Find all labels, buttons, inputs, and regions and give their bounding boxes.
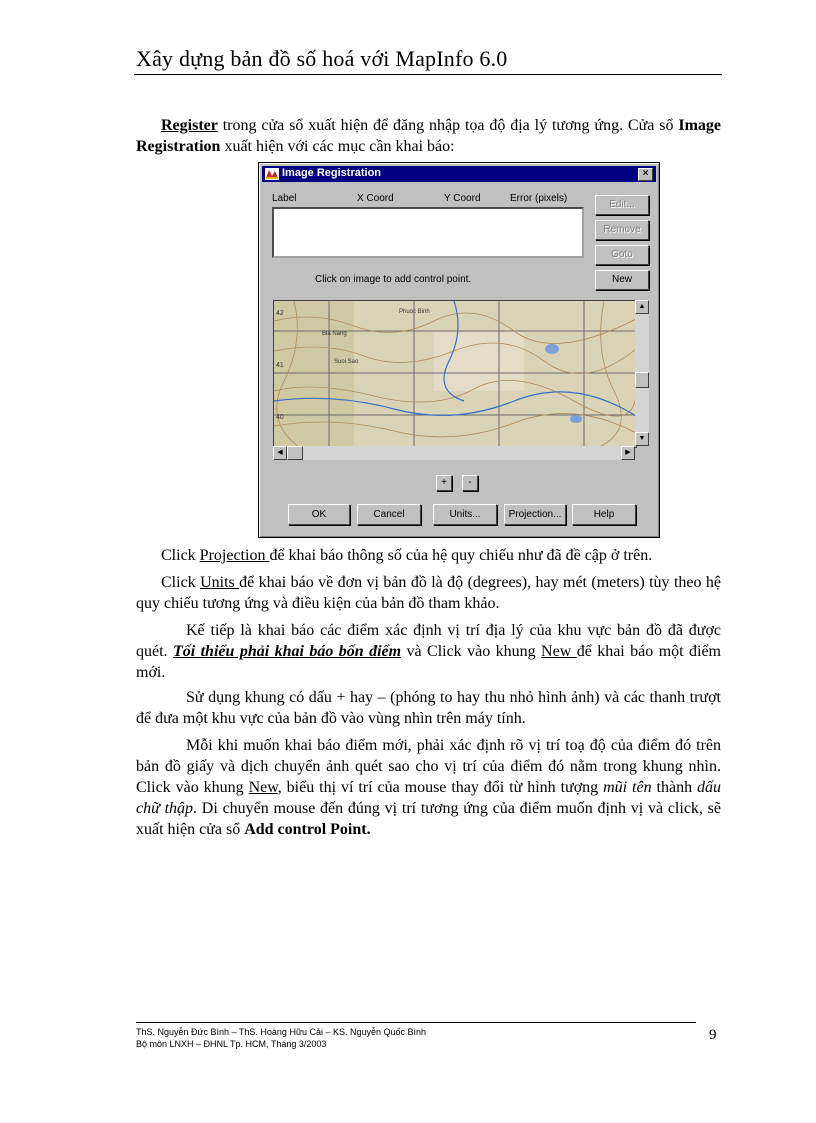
zoom-paragraph (136, 687, 721, 729)
footer-authors: ThS. Nguyễn Đức Bình – ThS. Hoàng Hữu Cải – KS. Nguyễn Quốc Bình (136, 1027, 427, 1037)
cancel-button[interactable]: Cancel (357, 504, 421, 525)
p3-text-b: và Click vào khung (401, 643, 542, 660)
p1-text-b: để khai báo thông số của hệ quy chiếu như đã đề cập ở trên. (269, 547, 653, 564)
p3-text-c: để khai báo một điểm mới. (136, 643, 721, 681)
map-grid-label-40: 40 (276, 414, 284, 421)
column-header-label: Label (272, 193, 297, 204)
edit-button[interactable]: Edit... (595, 195, 649, 215)
help-button[interactable]: Help (572, 504, 636, 525)
p2-text-b: để khai báo về đơn vị bản đồ là độ (degrees), hay mét (meters) tùy theo hệ quy chiếu tương ứng và điều kiện của bản đồ tham khảo. (136, 574, 722, 612)
control-points-list[interactable] (272, 207, 584, 258)
image-registration-dialog (258, 162, 660, 538)
p3-text-a: Kế tiếp là khai báo các điểm xác định vị trí địa lý của khu vực bản đồ đã được quét. (136, 622, 721, 660)
control-points-paragraph (136, 620, 721, 683)
arrow-term: mũi tên (603, 779, 652, 796)
intro-paragraph (136, 115, 721, 157)
header-rule (134, 74, 722, 75)
goto-button[interactable]: Goto (595, 245, 649, 265)
map-grid-label-41: 41 (276, 362, 284, 369)
footer-department: Bộ môn LNXH – ĐHNL Tp. HCM, Tháng 3/2003 (136, 1039, 327, 1049)
close-icon[interactable]: × (638, 168, 653, 181)
p4-text: Sử dụng khung có dấu + hay – (phóng to hay thu nhỏ hình ảnh) và các thanh trượt để đưa một khu vực của bản đồ vào vùng nhìn trên máy tính. (136, 689, 721, 727)
new-link-2: New (248, 779, 278, 796)
new-link: New (541, 643, 577, 660)
projection-link: Projection (199, 547, 270, 564)
horizontal-scrollbar[interactable] (273, 446, 635, 460)
map-place-label-2: Phuoc Binh (399, 309, 430, 315)
image-registration-term: Image Registration (136, 117, 721, 155)
scroll-left-icon[interactable]: ◀ (273, 446, 287, 460)
add-control-point-term: Add control Point. (244, 821, 371, 838)
ok-button[interactable]: OK (288, 504, 350, 525)
new-button[interactable]: New (595, 270, 649, 290)
crosshair-term: dấu chữ thập (136, 779, 722, 817)
column-header-x-coord: X Coord (357, 193, 394, 204)
p5-text-c: thành (651, 779, 698, 796)
p5-text-a: Mỗi khi muốn khai báo điểm mới, phải xác định rõ vị trí toạ độ của điểm đó trên bản đồ giấy và dịch chuyển ảnh quét sao cho vị trí của điểm đó nằm trong khung nhìn. Click vào khung (136, 737, 721, 796)
page-number: 9 (709, 1027, 717, 1043)
dialog-title: Image Registration (282, 167, 382, 179)
p5-text-d: . Di chuyển mouse đến đúng vị trí tương ứng của điểm muốn định vị và click, sẽ xuất hiện cửa sổ (136, 800, 722, 838)
scroll-up-icon[interactable]: ▲ (635, 300, 649, 314)
zoom-in-button[interactable]: + (436, 475, 452, 491)
p1-text-a: Click (161, 547, 200, 564)
footer-rule (136, 1022, 696, 1023)
units-paragraph (136, 572, 721, 614)
page-header-title: Xây dựng bản đồ số hoá với MapInfo 6.0 (136, 46, 508, 71)
register-link: Register (161, 117, 218, 134)
intro-text-2: xuất hiện với các mục cần khai báo: (220, 138, 455, 155)
intro-text-1: trong cửa sổ xuất hiện để đăng nhập tọa độ địa lý tương ứng. Cửa sổ (217, 117, 679, 134)
map-grid-label-42: 42 (276, 310, 284, 317)
column-header-error: Error (pixels) (510, 193, 568, 204)
scroll-down-icon[interactable]: ▼ (635, 432, 649, 446)
projection-paragraph (136, 545, 721, 566)
p5-text-b: , biểu thị ví trí của mouse thay đổi từ hình tượng (277, 779, 604, 796)
units-button[interactable]: Units... (433, 504, 497, 525)
zoom-out-button[interactable]: - (462, 475, 478, 491)
map-place-label-1: Bla Nang (322, 331, 347, 337)
min-four-points-note: Tối thiểu phải khai báo bốn điểm (172, 643, 402, 660)
map-preview[interactable] (273, 300, 637, 448)
scanned-map-image (274, 301, 636, 447)
vertical-scroll-thumb[interactable] (635, 372, 649, 388)
dialog-titlebar[interactable] (262, 166, 656, 182)
horizontal-scroll-thumb[interactable] (287, 446, 303, 460)
mapinfo-app-icon (265, 168, 279, 180)
add-point-hint: Click on image to add control point. (315, 274, 472, 285)
new-point-paragraph (136, 735, 721, 840)
p2-text-a: Click (161, 574, 201, 591)
map-place-label-3: Suoi Sao (334, 359, 359, 365)
column-header-y-coord: Y Coord (444, 193, 481, 204)
units-link: Units (200, 574, 240, 591)
remove-button[interactable]: Remove (595, 220, 649, 240)
scroll-right-icon[interactable]: ▶ (621, 446, 635, 460)
projection-button[interactable]: Projection... (504, 504, 566, 525)
vertical-scrollbar[interactable] (635, 300, 649, 446)
